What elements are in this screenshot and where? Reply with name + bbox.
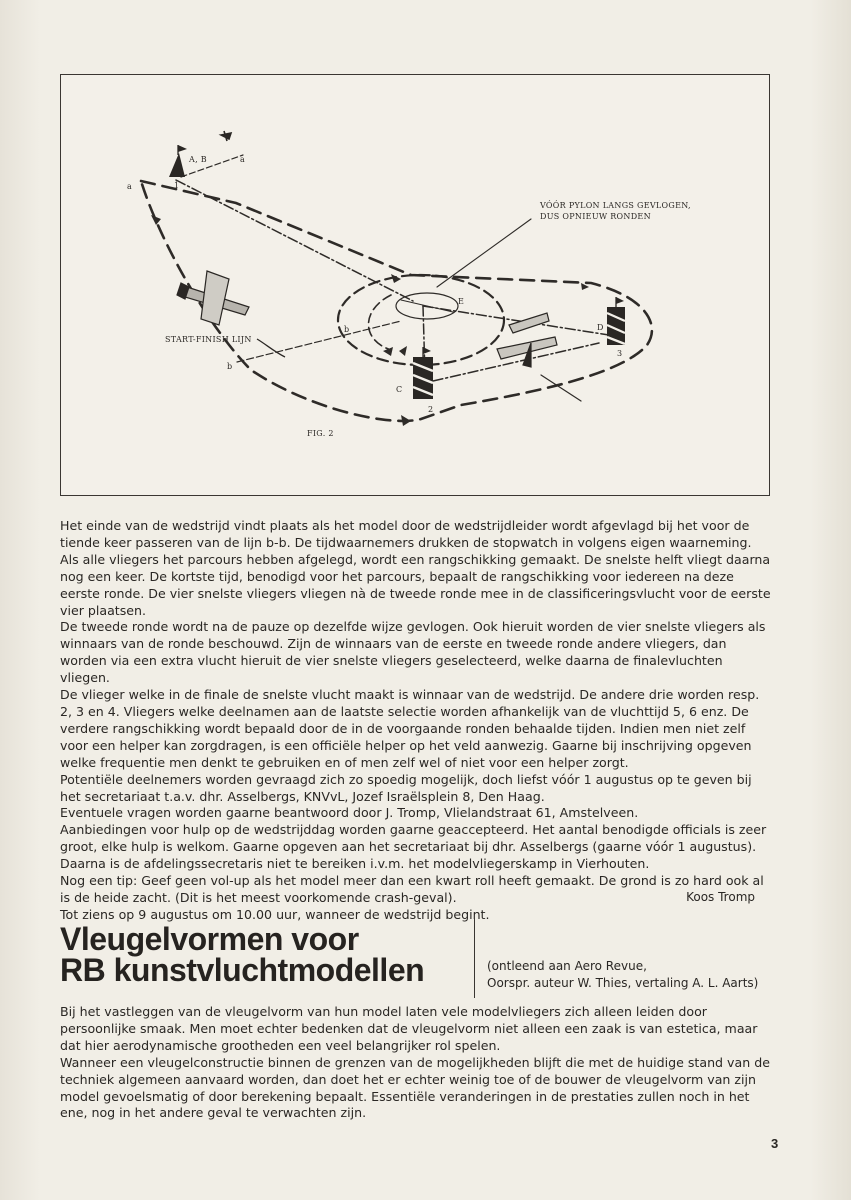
article-1-body-continued [60,822,775,923]
label-c: C [396,385,403,394]
label-3: 3 [617,349,623,358]
airplane-icon [177,271,249,325]
paragraph: De tweede ronde wordt na de pauze op dezelfde wijze gevlogen. Ook hieruit worden de vier snelste vliegers als winnaars van de ronde beschouwd. Zijn de winnaars van de eerste en tweede ronde andere vliegers, dan worden via een extra vlucht hieruit de vier snelste vliegers geselecteerd, welke daarna de finalevluchten vliegen. [60,619,766,686]
paragraph: Wanneer een vleugelconstructie binnen de grenzen van de mogelijkheden blijft die met de huidige stand van de techniek algemeen aanvaard worden, dan doet het er echter weinig toe of de bouwer de vleugelvorm van zijn model gevoelsmatig of door berekening bepaalt. Essentiële veranderingen in de prestaties zullen noch in het ene, nog in het andere geval te verwachten zijn. [60,1054,770,1121]
label-e: E [458,297,465,306]
arrow-icon [401,415,411,426]
label-b-mid: b [344,325,350,334]
figure-caption: FIG. 2 [307,429,334,438]
annotation-line-2: DUS OPNIEUW RONDEN [540,212,651,221]
author-signature: Koos Tromp [686,890,755,904]
paragraph: Potentiële deelnemers worden gevraagd zich zo spoedig mogelijk, doch liefst vóór 1 augustus op te geven bij het secretariaat t.a.v. dhr. Asselbergs, KNVvL, Jozef Israëlsplein 8, Den Haag. [60,771,752,804]
figure-panel [60,74,770,496]
label-b-low: b [227,362,233,371]
annotation-line-1: VÓÓR PYLON LANGS GEVLOGEN, [540,201,691,210]
paragraph: Het einde van de wedstrijd vindt plaats als het model door de wedstrijdleider wordt afgevlagd bij het voor de tiende keer passeren van de lijn b-b. De tijdwaarnemers drukken de stopwatch in volgens eigen waarneming. [60,518,752,550]
article-2-title [60,921,470,988]
pylon-d [607,297,625,345]
arrow-icon [151,215,161,225]
arrow-icon [391,274,401,283]
label-d: D [597,323,604,332]
page-number: 3 [771,1136,779,1151]
title-divider [474,918,475,998]
paragraph: Eventuele vragen worden gaarne beantwoord door J. Tromp, Vlielandstraat 61, Amstelveen. [60,805,639,821]
sketch-marks [257,339,285,357]
label-1: 1 [174,181,180,190]
paragraph: Bij het vastleggen van de vleugelvorm van hun model laten vele modelvliegers zich alleen leiden door persoonlijke smaak. Men moet echter bedenken dat de vleugelvorm niet alleen een zaak is van estetica, maar dat hier aerodynamische grootheden een veel belangrijker rol spelen. [60,1004,758,1053]
paragraph: De vlieger welke in de finale de snelste vlucht maakt is winnaar van de wedstrijd. De andere drie worden resp. 2, 3 en 4. Vliegers welke deelnamen aan de laatste selectie worden afhankelijk van de vluchttijd 5, 6 enz. De verdere rangschikking wordt bepaald door de in de voorgaande ronden behaalde tijden. Indien men niet zelf voor een helper kan zorgdragen, is een officiële helper op het veld aanwezig. Gaarne bij inschrijving opgeven welke frequentie men denkt te gebruiken en of men zelf wel of niet voor een helper zorgt. [60,687,760,770]
biplane-icon [497,313,557,367]
source-line-1: (ontleend aan Aero Revue, [487,959,647,973]
pylon-area-ellipse [338,275,504,365]
center-marker-divider [401,300,453,312]
label-ab: A, B [189,155,207,164]
label-2: 2 [428,405,434,414]
paragraph: Nog een tip: Geef geen vol-up als het model meer dan een kwart roll heeft gemaakt. De grond is zo hard ook al is de heide zacht. (Dit is het meest voorkomende crash-geval). [60,872,764,905]
title-line-2: RB kunstvluchtmodellen [60,952,425,988]
pylon-c [413,347,433,399]
paragraph: Tot ziens op 9 augustus om 10.00 uur, wanneer de wedstrijd begint. [60,906,490,922]
course-diagram [61,75,771,497]
annotation-pointer [437,219,531,287]
paragraph: Als alle vliegers het parcours hebben afgelegd, wordt een rangschikking gemaakt. De snelste helft vliegt daarna nog een keer. De kortste tijd, benodigd voor het parcours, bepaalt de rangschikking voor iedereen na deze eerste ronde. De vier snelste vliegers vliegen nà de tweede ronde mee in de classificeringsvlucht voor de eerste vier plaatsen. [60,551,771,618]
source-line-2: Oorspr. auteur W. Thies, vertaling A. L. Aarts) [487,976,759,990]
label-a-right: a [240,155,246,164]
small-airplane-icon [221,131,231,141]
source-note [487,958,758,992]
inner-loop [369,295,392,350]
article-2-body [60,1004,775,1122]
arrow-icon [399,346,407,356]
title-line-1: Vleugelvormen voor [60,921,359,957]
paragraph: Aanbiedingen voor hulp op de wedstrijddag worden gaarne geaccepteerd. Het aantal benodigde officials is zeer groot, elke hulp is welkom. Gaarne opgeven aan het secretariaat bij dhr. Asselbergs (gaarne vóór 1 augustus). Daarna is de afdelingssecretaris niet te bereiken i.v.m. het modelvliegerskamp in Vierhouten. [60,822,767,871]
start-finish-label: START-FINISH LIJN [165,335,252,344]
pylon-1 [169,145,187,177]
article-1-body [60,518,775,822]
label-a-left: a [127,182,133,191]
